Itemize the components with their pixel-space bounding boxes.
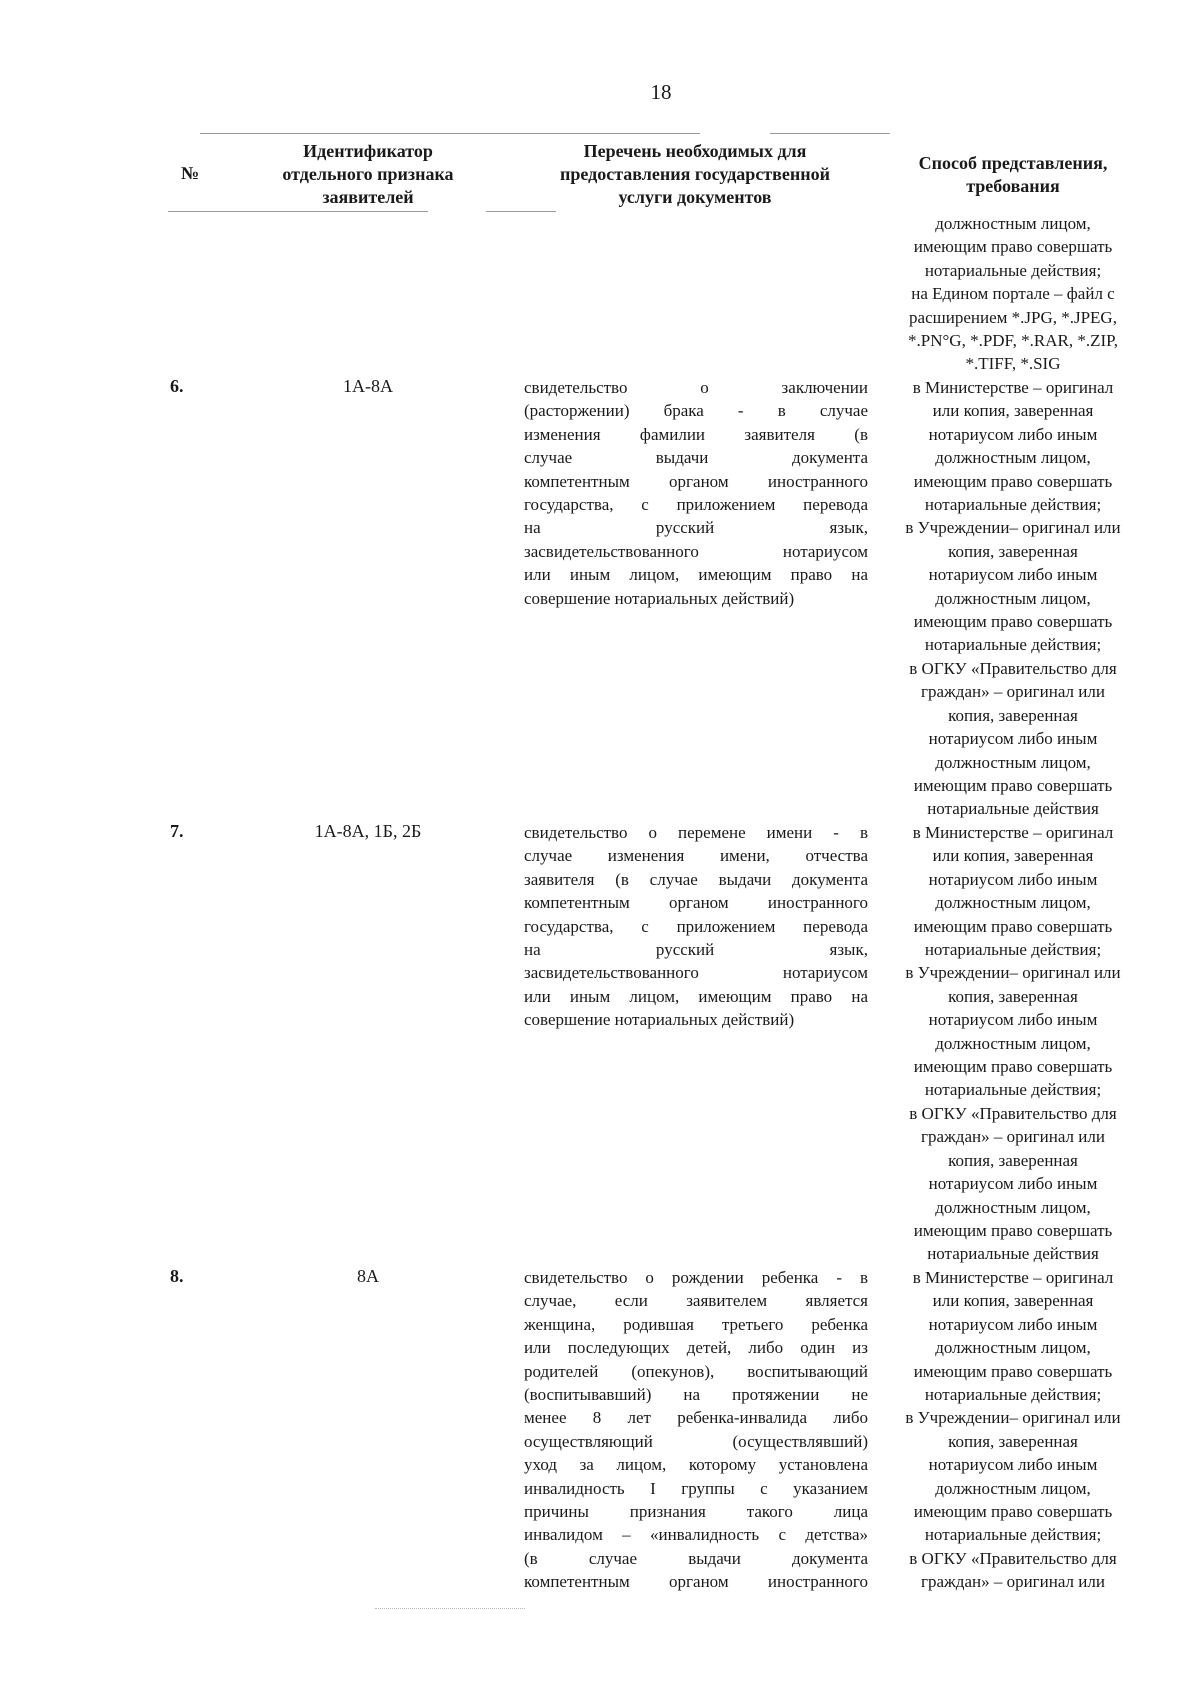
doc-line: на русский язык, <box>524 518 868 538</box>
doc-line: компетентным органом иностранного <box>524 1572 868 1592</box>
method-line: в ОГКУ «Правительство для <box>909 1548 1117 1568</box>
doc-line: менее 8 лет ребенка-инвалида либо <box>524 1408 868 1428</box>
doc-line: случае изменения имени, отчества <box>524 846 868 866</box>
method-line: или копия, заверенная <box>932 846 1094 866</box>
doc-line: компетентным органом иностранного <box>524 893 868 913</box>
method-line: нотариальные действия; <box>924 495 1102 515</box>
method-line: нотариусом либо иным <box>928 1010 1098 1030</box>
method-line: нотариусом либо иным <box>928 869 1098 889</box>
header-identifier-line: Идентификатор <box>303 141 433 161</box>
doc-line: (расторжении) брака - в случае <box>524 401 868 421</box>
method-line: нотариальные действия; <box>924 1525 1102 1545</box>
method-line: граждан» – оригинал или <box>921 1572 1105 1592</box>
doc-line: случае, если заявителем является <box>524 1291 868 1311</box>
page-number: 18 <box>650 80 672 104</box>
doc-line: свидетельство о рождении ребенка - в <box>524 1268 868 1287</box>
row-7-identifier: 1А-8А, 1Б, 2Б <box>314 821 422 841</box>
doc-line: свидетельство о перемене имени - в <box>524 823 868 842</box>
method-line: должностным лицом, <box>935 1338 1091 1358</box>
method-line: в Министерстве – оригинал <box>912 1268 1114 1287</box>
row-8-documents <box>524 1266 868 1594</box>
method-line: копия, заверенная <box>948 986 1078 1006</box>
method-line: должностным лицом, <box>935 752 1091 772</box>
row-7-method <box>878 821 1148 1266</box>
doc-line: осуществляющий (осуществлявший) <box>524 1431 868 1451</box>
header-num <box>170 162 210 185</box>
doc-line: родителей (опекунов), воспитывающий <box>524 1361 868 1381</box>
method-line: должностным лицом, <box>935 1478 1091 1498</box>
method-line: *.TIFF, *.SIG <box>965 354 1061 374</box>
method-line: должностным лицом, <box>935 214 1091 233</box>
doc-line: или иным лицом, имеющим право на <box>524 986 868 1006</box>
method-line: в ОГКУ «Правительство для <box>909 1103 1117 1123</box>
row-6-documents <box>524 376 868 610</box>
header-identifier-line: заявителей <box>322 187 414 207</box>
footer-dotted-rule <box>375 1608 525 1610</box>
doc-line: изменения фамилии заявителя (в <box>524 424 868 444</box>
doc-line: совершение нотариальных действий) <box>524 588 795 608</box>
method-line: нотариальные действия; <box>924 260 1102 280</box>
method-line: нотариусом либо иным <box>928 729 1098 749</box>
doc-line: случае выдачи документа <box>524 448 868 468</box>
method-line: должностным лицом, <box>935 893 1091 913</box>
doc-line: свидетельство о заключении <box>524 378 868 397</box>
header-top-rule-2 <box>770 133 890 134</box>
method-line: копия, заверенная <box>948 541 1078 561</box>
doc-line: на русский язык, <box>524 940 868 960</box>
method-line: должностным лицом, <box>935 448 1091 468</box>
row-7-num: 7. <box>170 821 184 841</box>
row-6-num: 6. <box>170 376 184 396</box>
method-line: в ОГКУ «Правительство для <box>909 658 1117 678</box>
header-method-line: требования <box>966 176 1060 196</box>
doc-line: засвидетельствованного нотариусом <box>524 541 868 561</box>
method-line: копия, заверенная <box>948 705 1078 725</box>
doc-line: засвидетельствованного нотариусом <box>524 963 868 983</box>
method-line: имеющим право совершать <box>913 612 1113 632</box>
method-line: копия, заверенная <box>948 1431 1078 1451</box>
doc-line: заявителя (в случае выдачи документа <box>524 869 868 889</box>
row-8-method <box>878 1266 1148 1594</box>
method-line: граждан» – оригинал или <box>921 1127 1105 1147</box>
method-line: имеющим право совершать <box>913 471 1113 491</box>
method-line: граждан» – оригинал или <box>921 682 1105 702</box>
method-line: расширением *.JPG, *.JPEG, <box>909 307 1117 327</box>
doc-line: или иным лицом, имеющим право на <box>524 565 868 585</box>
doc-line: государства, с приложением перевода <box>524 916 868 936</box>
method-line: в Учреждении– оригинал или <box>905 1408 1121 1428</box>
method-line: в Учреждении– оригинал или <box>905 963 1121 983</box>
doc-line: совершение нотариальных действий) <box>524 1010 795 1030</box>
method-line: нотариальные действия; <box>924 1385 1102 1405</box>
header-top-rule <box>200 133 700 134</box>
method-line: в Министерстве – оригинал <box>912 823 1114 842</box>
header-documents-line: услуги документов <box>618 187 772 207</box>
method-line: или копия, заверенная <box>932 1291 1094 1311</box>
doc-line: или последующих детей, либо один из <box>524 1338 868 1358</box>
method-line: нотариусом либо иным <box>928 1174 1098 1194</box>
method-line: копия, заверенная <box>948 1150 1078 1170</box>
method-line: нотариусом либо иным <box>928 565 1098 585</box>
method-line: имеющим право совершать <box>913 916 1113 936</box>
method-line: имеющим право совершать <box>913 1057 1113 1077</box>
row-8-identifier: 8А <box>357 1266 379 1286</box>
method-line: или копия, заверенная <box>932 401 1094 421</box>
header-method-line: Способ представления, <box>918 153 1108 173</box>
method-line: нотариусом либо иным <box>928 1455 1098 1475</box>
method-line: нотариальные действия; <box>924 635 1102 655</box>
method-line: имеющим право совершать <box>913 1220 1113 1240</box>
method-line: нотариальные действия <box>927 799 1099 819</box>
method-line: на Едином портале – файл с <box>911 284 1115 304</box>
doc-line: причины признания такого лица <box>524 1502 868 1522</box>
header-identifier <box>240 140 496 209</box>
row-6-identifier: 1А-8А <box>343 376 393 396</box>
header-documents <box>510 140 880 209</box>
method-line: нотариальные действия <box>927 1244 1099 1264</box>
method-line: должностным лицом, <box>935 588 1091 608</box>
doc-line: государства, с приложением перевода <box>524 495 868 515</box>
doc-line: компетентным органом иностранного <box>524 471 868 491</box>
header-documents-line: предоставления государственной <box>560 164 830 184</box>
method-line: должностным лицом, <box>935 1033 1091 1053</box>
doc-line: инвалидом – «инвалидность с детства» <box>524 1525 868 1545</box>
method-line: нотариальные действия; <box>924 940 1102 960</box>
header-num-label: № <box>180 163 200 183</box>
header-bottom-rule-2 <box>486 211 556 212</box>
method-line: имеющим право совершать <box>913 1502 1113 1522</box>
header-identifier-line: отдельного признака <box>282 164 454 184</box>
doc-line: (воспитывавший) на протяжении не <box>524 1385 868 1405</box>
row-6-method <box>878 376 1148 821</box>
header-method <box>878 152 1148 198</box>
row-7-documents <box>524 821 868 1032</box>
method-line: имеющим право совершать <box>913 237 1113 257</box>
method-line: имеющим право совершать <box>913 1361 1113 1381</box>
header-documents-line: Перечень необходимых для <box>583 141 807 161</box>
row-8-num: 8. <box>170 1266 184 1286</box>
header-bottom-rule <box>168 211 428 212</box>
method-line: *.PN°G, *.PDF, *.RAR, *.ZIP, <box>908 331 1118 351</box>
method-line: нотариальные действия; <box>924 1080 1102 1100</box>
method-line: имеющим право совершать <box>913 775 1113 795</box>
doc-line: (в случае выдачи документа <box>524 1548 868 1568</box>
method-line: должностным лицом, <box>935 1197 1091 1217</box>
doc-line: уход за лицом, которому установлена <box>524 1455 868 1475</box>
carryover-method <box>878 212 1148 376</box>
method-line: в Министерстве – оригинал <box>912 378 1114 397</box>
method-line: в Учреждении– оригинал или <box>905 518 1121 538</box>
method-line: нотариусом либо иным <box>928 424 1098 444</box>
doc-line: инвалидность I группы с указанием <box>524 1478 868 1498</box>
method-line: нотариусом либо иным <box>928 1314 1098 1334</box>
doc-line: женщина, родившая третьего ребенка <box>524 1314 868 1334</box>
